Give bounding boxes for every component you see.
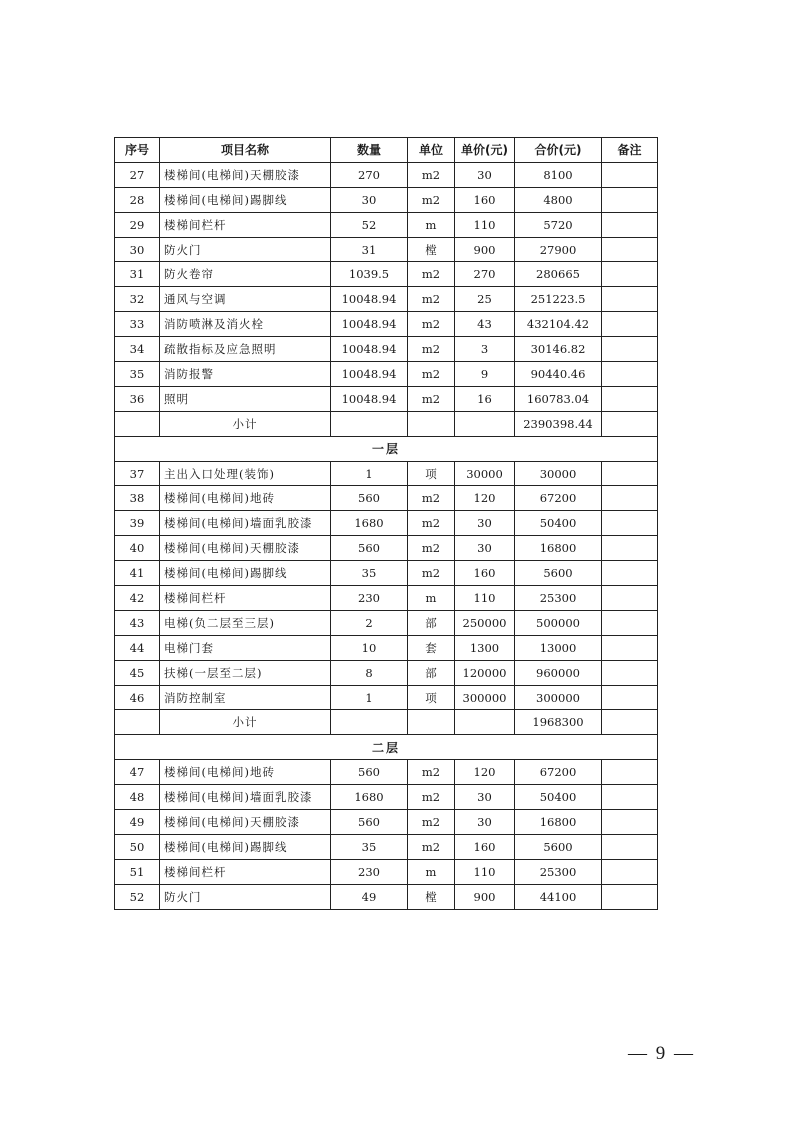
cell-name: 楼梯间(电梯间)地砖 (160, 760, 331, 785)
cell-note (602, 461, 658, 486)
table-body (115, 162, 658, 909)
cell-no: 42 (115, 586, 160, 611)
cell-total-price: 960000 (515, 660, 602, 685)
cell-unit-price: 3 (455, 337, 515, 362)
cell-name: 楼梯间(电梯间)踢脚线 (160, 561, 331, 586)
cell-total-price: 25300 (515, 859, 602, 884)
cell-unit-price: 270 (455, 262, 515, 287)
table-row (115, 536, 658, 561)
cell-no: 28 (115, 187, 160, 212)
cell-name: 楼梯间(电梯间)地砖 (160, 486, 331, 511)
cell-name: 消防报警 (160, 362, 331, 387)
cell-total-price: 16800 (515, 810, 602, 835)
cell-qty: 52 (331, 212, 408, 237)
header-note: 备注 (602, 138, 658, 163)
table-row (115, 685, 658, 710)
cell-name: 电梯(负二层至三层) (160, 610, 331, 635)
cell-no: 50 (115, 834, 160, 859)
cell-name: 消防喷淋及消火栓 (160, 312, 331, 337)
cell-unit-price: 160 (455, 187, 515, 212)
table-header-row (115, 138, 658, 163)
table-row (115, 362, 658, 387)
cell-total-price: 27900 (515, 237, 602, 262)
cell-note (602, 685, 658, 710)
cell-no: 40 (115, 536, 160, 561)
cell-unit: m2 (408, 337, 455, 362)
cell-name: 主出入口处理(装饰) (160, 461, 331, 486)
table-row (115, 884, 658, 909)
cell-unit-price: 110 (455, 586, 515, 611)
cell-name: 小计 (160, 710, 331, 735)
cell-qty: 10048.94 (331, 287, 408, 312)
cell-unit: m2 (408, 312, 455, 337)
cell-name: 楼梯间(电梯间)天棚胶漆 (160, 162, 331, 187)
cell-note (602, 536, 658, 561)
header-no: 序号 (115, 138, 160, 163)
cell-note (602, 610, 658, 635)
cell-total-price: 25300 (515, 586, 602, 611)
cell-no: 39 (115, 511, 160, 536)
cell-total-price: 8100 (515, 162, 602, 187)
cell-no: 31 (115, 262, 160, 287)
table-row (115, 262, 658, 287)
section-header-row (115, 436, 658, 461)
cell-no: 29 (115, 212, 160, 237)
cell-qty: 560 (331, 536, 408, 561)
cell-total-price: 300000 (515, 685, 602, 710)
cell-unit-price: 25 (455, 287, 515, 312)
cell-unit-price: 160 (455, 834, 515, 859)
cell-total-price: 251223.5 (515, 287, 602, 312)
cell-qty: 1 (331, 461, 408, 486)
cell-unit: m2 (408, 486, 455, 511)
cell-qty: 10 (331, 635, 408, 660)
cell-unit-price: 250000 (455, 610, 515, 635)
table-row (115, 461, 658, 486)
cell-unit-price: 110 (455, 212, 515, 237)
table-row (115, 337, 658, 362)
cell-no: 37 (115, 461, 160, 486)
cell-name: 疏散指标及应急照明 (160, 337, 331, 362)
cell-name: 扶梯(一层至二层) (160, 660, 331, 685)
cell-unit: 套 (408, 635, 455, 660)
cell-name: 消防控制室 (160, 685, 331, 710)
cell-name: 楼梯间(电梯间)墙面乳胶漆 (160, 511, 331, 536)
cell-unit-price: 900 (455, 884, 515, 909)
cell-qty: 560 (331, 810, 408, 835)
cell-name: 小计 (160, 411, 331, 436)
cell-unit-price: 900 (455, 237, 515, 262)
cell-note (602, 635, 658, 660)
cell-unit: m2 (408, 536, 455, 561)
cell-no: 38 (115, 486, 160, 511)
cell-note (602, 586, 658, 611)
cell-unit: m (408, 586, 455, 611)
table-row (115, 785, 658, 810)
cell-unit-price: 120000 (455, 660, 515, 685)
cell-total-price: 160783.04 (515, 386, 602, 411)
cell-name: 照明 (160, 386, 331, 411)
cell-unit-price: 16 (455, 386, 515, 411)
cell-unit-price: 120 (455, 760, 515, 785)
cell-note (602, 411, 658, 436)
cell-no: 32 (115, 287, 160, 312)
cell-qty: 10048.94 (331, 337, 408, 362)
cell-total-price: 13000 (515, 635, 602, 660)
subtotal-row (115, 710, 658, 735)
cell-unit-price: 110 (455, 859, 515, 884)
cell-note (602, 884, 658, 909)
cell-no: 47 (115, 760, 160, 785)
cell-unit: m2 (408, 810, 455, 835)
cell-name: 楼梯间(电梯间)踢脚线 (160, 187, 331, 212)
cell-name: 楼梯间(电梯间)墙面乳胶漆 (160, 785, 331, 810)
cell-no (115, 710, 160, 735)
cell-unit-price: 30 (455, 785, 515, 810)
cell-name: 通风与空调 (160, 287, 331, 312)
cell-unit: m2 (408, 834, 455, 859)
cell-total-price: 30000 (515, 461, 602, 486)
table-row (115, 486, 658, 511)
cell-total-price: 5720 (515, 212, 602, 237)
cell-note (602, 287, 658, 312)
header-unit-price: 单价(元) (455, 138, 515, 163)
cell-unit: m2 (408, 287, 455, 312)
cell-unit-price (455, 710, 515, 735)
cell-total-price: 67200 (515, 760, 602, 785)
cell-note (602, 660, 658, 685)
cell-unit-price: 9 (455, 362, 515, 387)
table-row (115, 237, 658, 262)
cell-unit: m2 (408, 785, 455, 810)
section-header-row (115, 735, 658, 760)
cell-qty: 10048.94 (331, 362, 408, 387)
cell-note (602, 262, 658, 287)
cell-unit-price: 120 (455, 486, 515, 511)
table-row (115, 834, 658, 859)
cell-qty (331, 411, 408, 436)
cell-unit-price (455, 411, 515, 436)
cell-note (602, 710, 658, 735)
cell-qty: 560 (331, 486, 408, 511)
cell-no (115, 411, 160, 436)
cell-name: 楼梯间(电梯间)天棚胶漆 (160, 810, 331, 835)
cell-unit: m2 (408, 187, 455, 212)
cell-total-price: 500000 (515, 610, 602, 635)
cell-note (602, 859, 658, 884)
cell-total-price: 5600 (515, 561, 602, 586)
table-row (115, 859, 658, 884)
cell-note (602, 187, 658, 212)
cell-qty: 8 (331, 660, 408, 685)
cell-qty: 230 (331, 586, 408, 611)
cell-name: 楼梯间栏杆 (160, 859, 331, 884)
cell-note (602, 785, 658, 810)
header-qty: 数量 (331, 138, 408, 163)
table-row (115, 635, 658, 660)
cell-qty (331, 710, 408, 735)
table-row (115, 187, 658, 212)
cell-unit: m2 (408, 386, 455, 411)
cell-qty: 1680 (331, 511, 408, 536)
cell-note (602, 212, 658, 237)
cell-unit: 部 (408, 660, 455, 685)
cell-note (602, 362, 658, 387)
cell-total-price: 432104.42 (515, 312, 602, 337)
table-row (115, 312, 658, 337)
cell-unit-price: 300000 (455, 685, 515, 710)
cell-unit-price: 160 (455, 561, 515, 586)
cell-qty: 1039.5 (331, 262, 408, 287)
cell-note (602, 810, 658, 835)
cell-total-price: 30146.82 (515, 337, 602, 362)
cell-total-price: 90440.46 (515, 362, 602, 387)
cell-total-price: 1968300 (515, 710, 602, 735)
table-row (115, 810, 658, 835)
cell-unit-price: 43 (455, 312, 515, 337)
cell-unit-price: 30 (455, 536, 515, 561)
cell-qty: 270 (331, 162, 408, 187)
cell-note (602, 561, 658, 586)
cell-note (602, 834, 658, 859)
cell-qty: 35 (331, 834, 408, 859)
table-row (115, 162, 658, 187)
cell-unit (408, 710, 455, 735)
page-number: — 9 — (628, 1043, 695, 1064)
table-row (115, 386, 658, 411)
cell-unit-price: 30 (455, 810, 515, 835)
cell-unit: 项 (408, 461, 455, 486)
cell-note (602, 337, 658, 362)
cell-qty: 560 (331, 760, 408, 785)
cell-note (602, 237, 658, 262)
cell-no: 33 (115, 312, 160, 337)
cell-total-price: 280665 (515, 262, 602, 287)
cell-unit: 樘 (408, 237, 455, 262)
cell-note (602, 760, 658, 785)
cell-unit: m (408, 212, 455, 237)
cell-unit: 部 (408, 610, 455, 635)
cell-unit: m (408, 859, 455, 884)
cell-qty: 30 (331, 187, 408, 212)
table-row (115, 287, 658, 312)
cell-no: 46 (115, 685, 160, 710)
cell-name: 楼梯间栏杆 (160, 586, 331, 611)
cell-qty: 1680 (331, 785, 408, 810)
cell-name: 电梯门套 (160, 635, 331, 660)
table-row (115, 511, 658, 536)
cell-unit-price: 1300 (455, 635, 515, 660)
cell-unit: m2 (408, 262, 455, 287)
cell-qty: 10048.94 (331, 386, 408, 411)
cell-no: 30 (115, 237, 160, 262)
table-row (115, 561, 658, 586)
header-unit: 单位 (408, 138, 455, 163)
cell-unit: 项 (408, 685, 455, 710)
cell-note (602, 511, 658, 536)
cell-qty: 31 (331, 237, 408, 262)
cell-name: 防火门 (160, 237, 331, 262)
cell-name: 楼梯间(电梯间)天棚胶漆 (160, 536, 331, 561)
header-name: 项目名称 (160, 138, 331, 163)
cell-total-price: 50400 (515, 785, 602, 810)
table-row (115, 212, 658, 237)
cell-total-price: 2390398.44 (515, 411, 602, 436)
cell-qty: 35 (331, 561, 408, 586)
cell-no: 36 (115, 386, 160, 411)
cell-name: 防火卷帘 (160, 262, 331, 287)
cell-qty: 1 (331, 685, 408, 710)
cell-no: 44 (115, 635, 160, 660)
cell-unit: 樘 (408, 884, 455, 909)
section-title: 二层 (115, 735, 658, 760)
cell-no: 52 (115, 884, 160, 909)
subtotal-row (115, 411, 658, 436)
cell-unit-price: 30 (455, 511, 515, 536)
table-row (115, 760, 658, 785)
cell-name: 防火门 (160, 884, 331, 909)
cell-qty: 230 (331, 859, 408, 884)
cell-total-price: 67200 (515, 486, 602, 511)
cell-no: 49 (115, 810, 160, 835)
cell-note (602, 312, 658, 337)
table-row (115, 610, 658, 635)
table-row (115, 660, 658, 685)
cell-no: 45 (115, 660, 160, 685)
cell-unit: m2 (408, 760, 455, 785)
cost-table (114, 137, 658, 910)
cell-total-price: 4800 (515, 187, 602, 212)
cell-note (602, 162, 658, 187)
cell-unit-price: 30000 (455, 461, 515, 486)
table-row (115, 586, 658, 611)
cell-no: 51 (115, 859, 160, 884)
section-title: 一层 (115, 436, 658, 461)
cell-qty: 10048.94 (331, 312, 408, 337)
cell-unit: m2 (408, 162, 455, 187)
cell-unit: m2 (408, 561, 455, 586)
cell-name: 楼梯间(电梯间)踢脚线 (160, 834, 331, 859)
cell-note (602, 486, 658, 511)
cell-unit: m2 (408, 362, 455, 387)
cell-unit: m2 (408, 511, 455, 536)
cell-name: 楼梯间栏杆 (160, 212, 331, 237)
cell-total-price: 50400 (515, 511, 602, 536)
cell-no: 43 (115, 610, 160, 635)
cell-no: 48 (115, 785, 160, 810)
cell-total-price: 16800 (515, 536, 602, 561)
cell-total-price: 5600 (515, 834, 602, 859)
cell-qty: 49 (331, 884, 408, 909)
cell-no: 35 (115, 362, 160, 387)
cell-no: 27 (115, 162, 160, 187)
cell-unit-price: 30 (455, 162, 515, 187)
cell-total-price: 44100 (515, 884, 602, 909)
header-total-price: 合价(元) (515, 138, 602, 163)
cell-unit (408, 411, 455, 436)
cell-note (602, 386, 658, 411)
cell-no: 41 (115, 561, 160, 586)
cell-qty: 2 (331, 610, 408, 635)
cell-no: 34 (115, 337, 160, 362)
